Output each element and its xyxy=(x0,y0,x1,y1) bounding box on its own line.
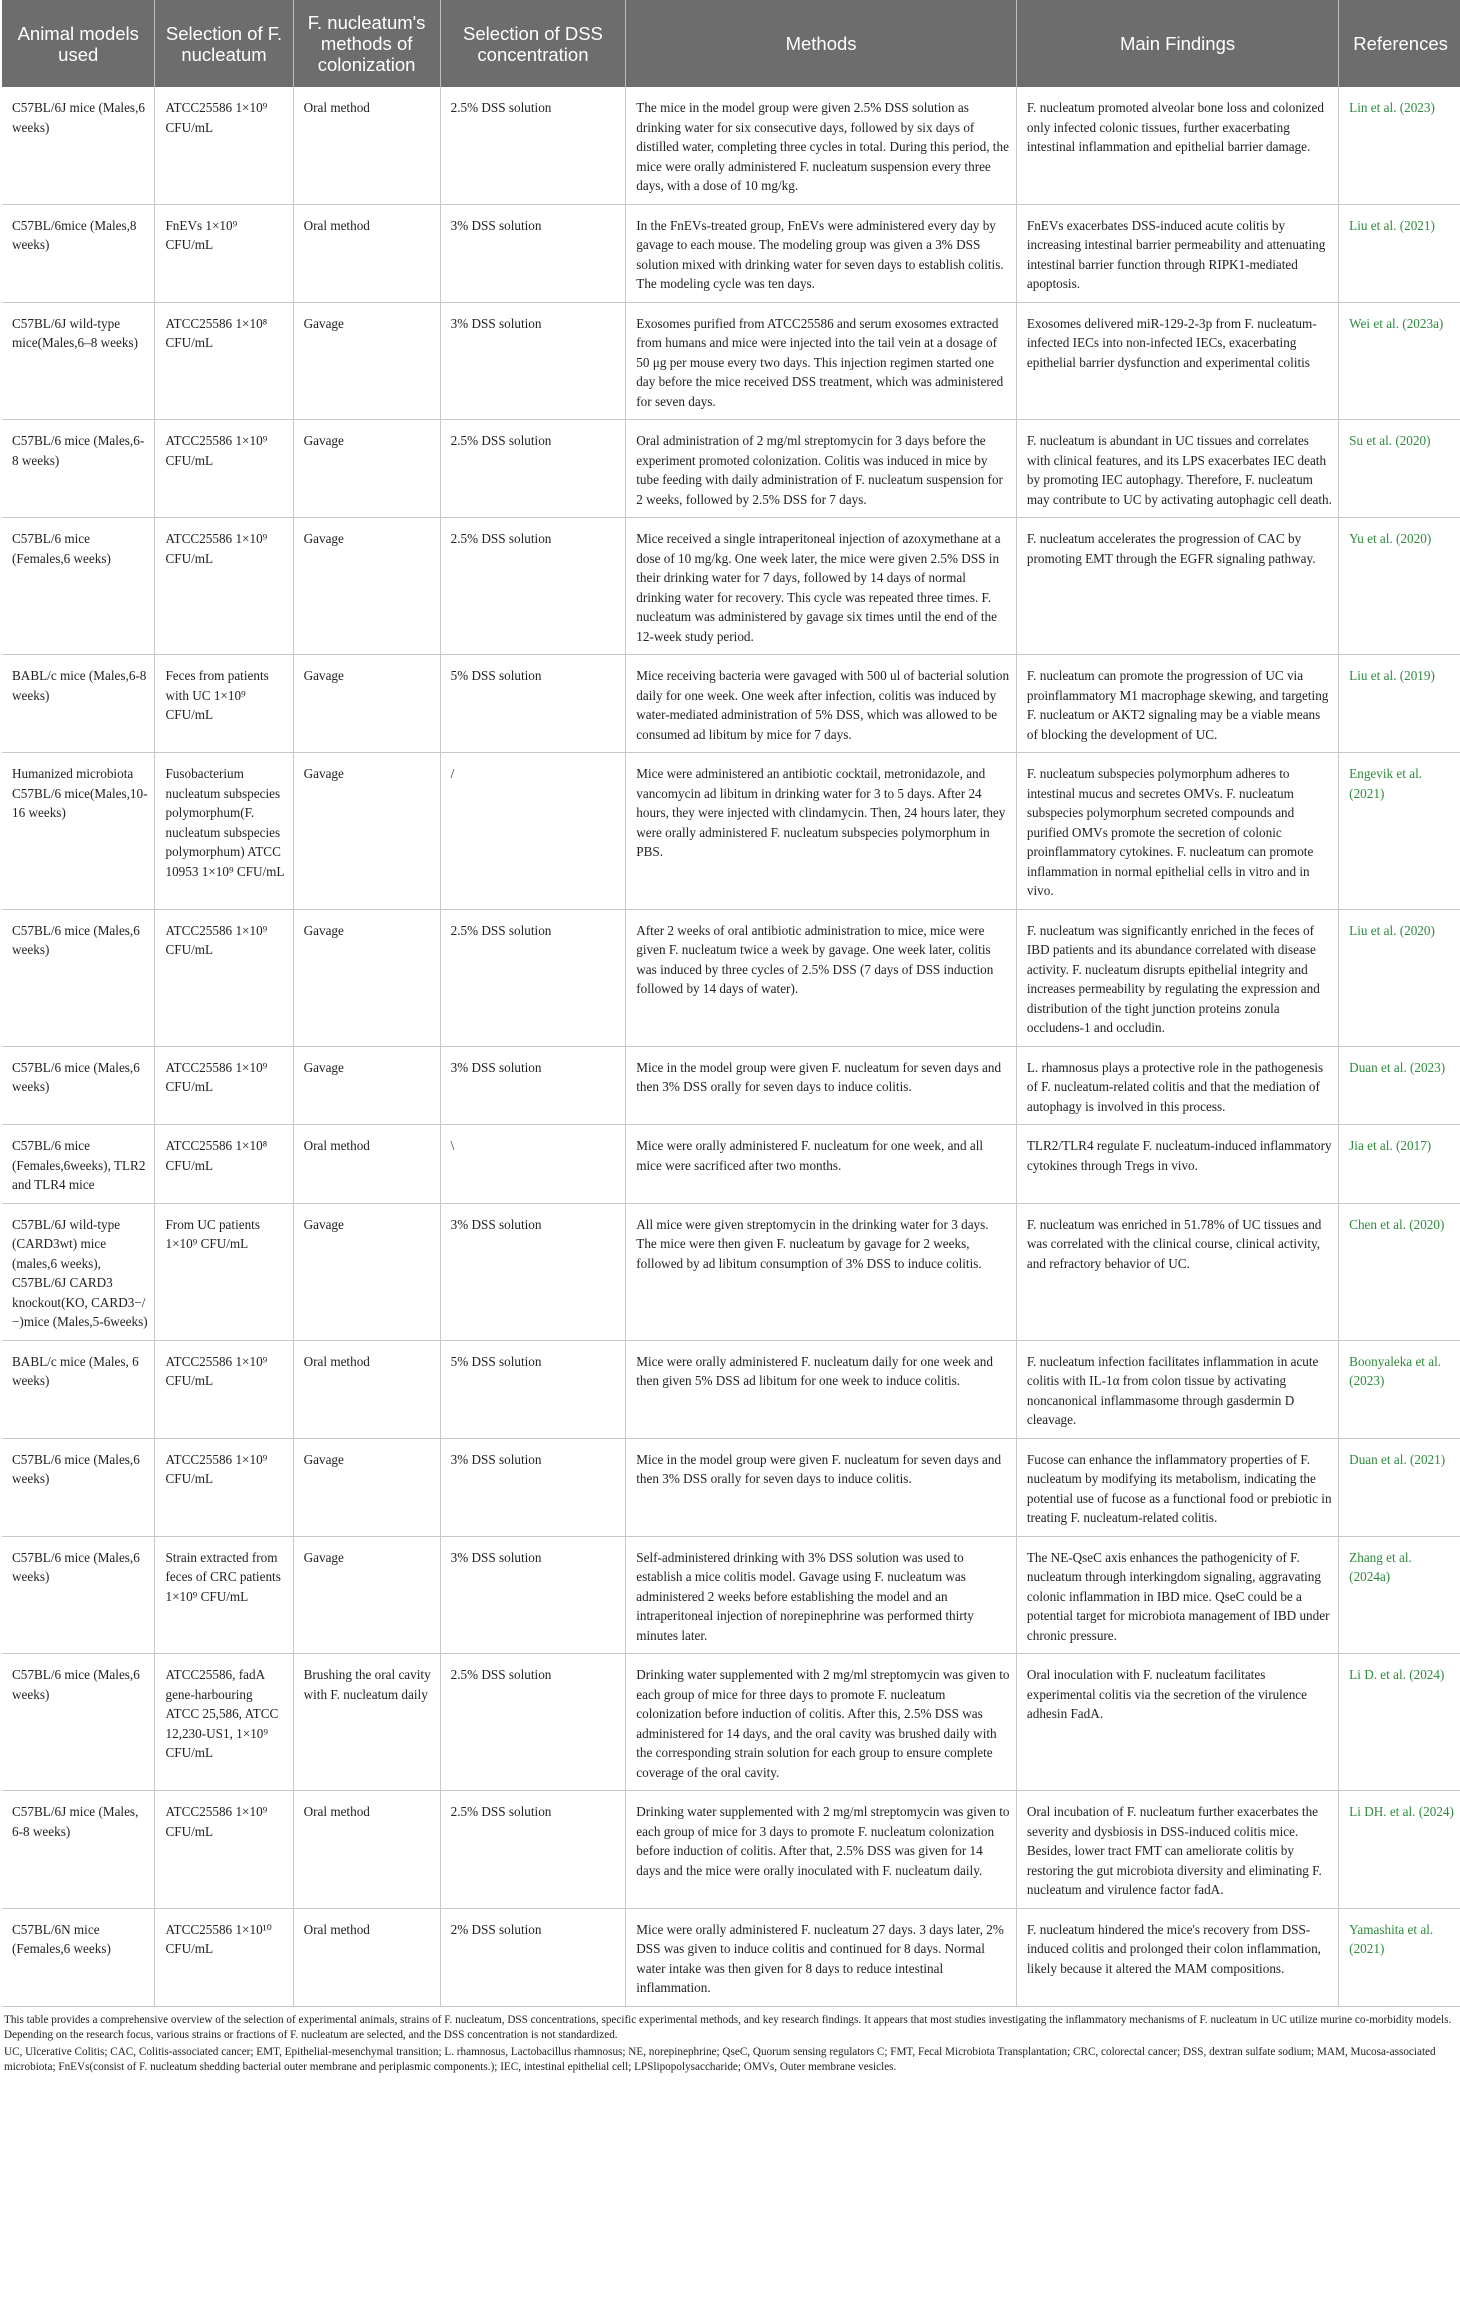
colonization-method-cell: Oral method xyxy=(293,1908,440,2006)
main-findings-cell: F. nucleatum was significantly enriched in the feces of IBD patients and its abundance correlated with disease activity. F. nucleatum disrupts epithelial integrity and increases permeability by regulating the expression and distribution of the tight junction proteins zonula occludens-1 and occludin. xyxy=(1016,909,1338,1046)
table-footnote-block xyxy=(0,2007,1460,2075)
reference-link[interactable]: Wei et al. (2023a) xyxy=(1339,302,1460,420)
colonization-method-cell: Oral method xyxy=(293,1125,440,1204)
colonization-method-cell: Gavage xyxy=(293,1203,440,1340)
colonization-method-cell: Oral method xyxy=(293,1340,440,1438)
reference-link[interactable]: Boonyaleka et al. (2023) xyxy=(1339,1340,1460,1438)
methods-cell: Oral administration of 2 mg/ml streptomycin for 3 days before the experiment promoted colonization. Colitis was induced in mice by tube feeding with daily administration of F. nucleatum suspension for 2 weeks, followed by 2.5% DSS for 7 days. xyxy=(626,420,1017,518)
fn-selection-cell: ATCC25586 1×10⁹ CFU/mL xyxy=(155,909,293,1046)
main-findings-cell: F. nucleatum accelerates the progression of CAC by promoting EMT through the EGFR signaling pathway. xyxy=(1016,518,1338,655)
animal-model-cell: C57BL/6 mice (Males,6 weeks) xyxy=(2,1046,155,1125)
fn-selection-cell: ATCC25586 1×10⁹ CFU/mL xyxy=(155,518,293,655)
animal-model-cell: C57BL/6 mice (Females,6 weeks) xyxy=(2,518,155,655)
fn-selection-cell: ATCC25586 1×10¹⁰ CFU/mL xyxy=(155,1908,293,2006)
reference-link[interactable]: Chen et al. (2020) xyxy=(1339,1203,1460,1340)
colonization-method-cell: Oral method xyxy=(293,204,440,302)
main-findings-cell: F. nucleatum subspecies polymorphum adheres to intestinal mucus and secretes OMVs. F. nucleatum subspecies polymorphum secreted compounds and purified OMVs promote the secretion of colonic proinflammatory cytokines. F. nucleatum can promote inflammation in normal epithelial cells in vitro and in vivo. xyxy=(1016,753,1338,910)
table-row xyxy=(2,753,1460,910)
fn-selection-cell: ATCC25586 1×10⁹ CFU/mL xyxy=(155,1340,293,1438)
colonization-method-cell: Gavage xyxy=(293,655,440,753)
fn-selection-cell: Feces from patients with UC 1×10⁹ CFU/mL xyxy=(155,655,293,753)
table-row xyxy=(2,1046,1460,1125)
table-footnote: This table provides a comprehensive overview of the selection of experimental animals, strains of F. nucleatum, DSS concentrations, specific experimental methods, and key research findings. It appears that most studies investigating the inflammatory mechanisms of F. nucleatum in UC utilize murine co-morbidity models. Depending on the research focus, various strains or fractions of F. nucleatum are selected, and the DSS concentration is not standardized. xyxy=(4,2013,1452,2041)
main-findings-cell: Oral inoculation with F. nucleatum facilitates experimental colitis via the secretion of the virulence adhesin FadA. xyxy=(1016,1654,1338,1791)
methods-cell: Mice were administered an antibiotic cocktail, metronidazole, and vancomycin ad libitum in drinking water for 3 to 5 days. After 24 hours, they were injected with clindamycin. Then, 24 hours later, they were orally administered F. nucleatum subspecies polymorphum in PBS. xyxy=(626,753,1017,910)
main-findings-cell: Exosomes delivered miR-129-2-3p from F. nucleatum-infected IECs into non-infected IECs, exacerbating epithelial barrier dysfunction and experimental colitis xyxy=(1016,302,1338,420)
colonization-method-cell: Gavage xyxy=(293,518,440,655)
colonization-method-cell: Gavage xyxy=(293,1536,440,1654)
reference-link[interactable]: Yu et al. (2020) xyxy=(1339,518,1460,655)
abbreviations-note: UC, Ulcerative Colitis; CAC, Colitis-associated cancer; EMT, Epithelial-mesenchymal transition; L. rhamnosus, Lactobacillus rhamnosus; NE, norepinephrine; QseC, Quorum sensing regulators C; FMT, Fecal Microbiota Transplantation; CRC, colorectal cancer; DSS, dextran sulfate sodium; MAM, Mucosa-associated microbiota; FnEVs(consist of F. nucleatum shedding bacterial outer membrane and periplasmic components.); IEC, intestinal epithelial cell; LPSlipopolysaccharide; OMVs, Outer membrane vesicles. xyxy=(4,2045,1436,2073)
main-findings-cell: The NE-QseC axis enhances the pathogenicity of F. nucleatum through interkingdom signaling, aggravating colonic inflammation in IBD mice. QseC could be a potential target for microbiota management of IBD under chronic pressure. xyxy=(1016,1536,1338,1654)
methods-cell: Mice in the model group were given F. nucleatum for seven days and then 3% DSS orally for seven days to induce colitis. xyxy=(626,1438,1017,1536)
animal-model-cell: C57BL/6 mice (Males,6 weeks) xyxy=(2,1536,155,1654)
table-row xyxy=(2,87,1460,204)
col-methods: Methods xyxy=(626,0,1017,87)
table-row xyxy=(2,909,1460,1046)
col-main-findings: Main Findings xyxy=(1016,0,1338,87)
dss-concentration-cell: 3% DSS solution xyxy=(440,302,626,420)
animal-model-cell: C57BL/6J mice (Males, 6-8 weeks) xyxy=(2,1791,155,1909)
reference-link[interactable]: Duan et al. (2023) xyxy=(1339,1046,1460,1125)
reference-link[interactable]: Jia et al. (2017) xyxy=(1339,1125,1460,1204)
main-findings-cell: Oral incubation of F. nucleatum further exacerbates the severity and dysbiosis in DSS-induced colitis mice. Besides, lower tract FMT can ameliorate colitis by restoring the gut microbiota diversity and eliminating F. nucleatum and virulence factor fadA. xyxy=(1016,1791,1338,1909)
colonization-method-cell: Gavage xyxy=(293,1046,440,1125)
main-findings-cell: F. nucleatum can promote the progression of UC via proinflammatory M1 macrophage skewing, and targeting F. nucleatum or AKT2 signaling may be a viable means of blocking the development of UC. xyxy=(1016,655,1338,753)
fn-selection-cell: ATCC25586, fadA gene-harbouring ATCC 25,586, ATCC 12,230-US1, 1×10⁹ CFU/mL xyxy=(155,1654,293,1791)
dss-concentration-cell: 3% DSS solution xyxy=(440,1536,626,1654)
main-findings-cell: F. nucleatum promoted alveolar bone loss and colonized only infected colonic tissues, further exacerbating intestinal inflammation and epithelial barrier damage. xyxy=(1016,87,1338,204)
fn-selection-cell: From UC patients 1×10⁹ CFU/mL xyxy=(155,1203,293,1340)
fn-selection-cell: Strain extracted from feces of CRC patients 1×10⁹ CFU/mL xyxy=(155,1536,293,1654)
table-row xyxy=(2,1536,1460,1654)
dss-concentration-cell: 5% DSS solution xyxy=(440,1340,626,1438)
reference-link[interactable]: Liu et al. (2019) xyxy=(1339,655,1460,753)
methods-cell: Mice receiving bacteria were gavaged with 500 ul of bacterial solution daily for one week. One week after infection, colitis was induced by water-mediated administration of 5% DSS, which was allowed to be consumed ad libitum by mice for 7 days. xyxy=(626,655,1017,753)
reference-link[interactable]: Zhang et al. (2024a) xyxy=(1339,1536,1460,1654)
colonization-method-cell: Gavage xyxy=(293,909,440,1046)
col-references: References xyxy=(1339,0,1460,87)
table-row xyxy=(2,1340,1460,1438)
fn-selection-cell: FnEVs 1×10⁹ CFU/mL xyxy=(155,204,293,302)
animal-model-cell: C57BL/6 mice (Males,6 weeks) xyxy=(2,1654,155,1791)
colonization-method-cell: Gavage xyxy=(293,1438,440,1536)
animal-model-cell: C57BL/6 mice (Males,6 weeks) xyxy=(2,1438,155,1536)
animal-model-cell: BABL/c mice (Males,6-8 weeks) xyxy=(2,655,155,753)
methods-cell: Mice received a single intraperitoneal injection of azoxymethane at a dose of 10 mg/kg. One week later, the mice were given 2.5% DSS in their drinking water for 7 days, followed by 14 days of normal drinking water for recovery. This cycle was repeated three times. F. nucleatum was administered by gavage six times until the end of the 12-week study period. xyxy=(626,518,1017,655)
table-row xyxy=(2,302,1460,420)
methods-cell: Mice were orally administered F. nucleatum daily for one week and then given 5% DSS ad libitum for one week to induce colitis. xyxy=(626,1340,1017,1438)
dss-concentration-cell: \ xyxy=(440,1125,626,1204)
fn-selection-cell: ATCC25586 1×10⁸ CFU/mL xyxy=(155,302,293,420)
animal-model-cell: C57BL/6J wild-type (CARD3wt) mice (males,6 weeks), C57BL/6J CARD3 knockout(KO, CARD3−/−)mice (Males,5-6weeks) xyxy=(2,1203,155,1340)
table-row xyxy=(2,1125,1460,1204)
colonization-method-cell: Brushing the oral cavity with F. nucleatum daily xyxy=(293,1654,440,1791)
dss-concentration-cell: 2.5% DSS solution xyxy=(440,1791,626,1909)
animal-model-cell: C57BL/6 mice (Males,6 weeks) xyxy=(2,909,155,1046)
main-findings-cell: Fucose can enhance the inflammatory properties of F. nucleatum by modifying its metabolism, indicating the potential use of fucose as a functional food or prebiotic in treating F. nucleatum-related colitis. xyxy=(1016,1438,1338,1536)
animal-model-cell: Humanized microbiota C57BL/6 mice(Males,10-16 weeks) xyxy=(2,753,155,910)
animal-model-cell: C57BL/6N mice (Females,6 weeks) xyxy=(2,1908,155,2006)
studies-table xyxy=(2,0,1460,2007)
dss-concentration-cell: 3% DSS solution xyxy=(440,1438,626,1536)
methods-cell: The mice in the model group were given 2.5% DSS solution as drinking water for six consecutive days, followed by six days of distilled water, completing three cycles in total. During this period, the mice were orally administered F. nucleatum suspension every three days, with a dose of 10 mg/kg. xyxy=(626,87,1017,204)
colonization-method-cell: Oral method xyxy=(293,1791,440,1909)
methods-cell: Drinking water supplemented with 2 mg/ml streptomycin was given to each group of mice for 3 days to promote F. nucleatum colonization before induction of colitis. After that, 2.5% DSS was given for 14 days and the mice were orally inoculated with F. nucleatum daily. xyxy=(626,1791,1017,1909)
main-findings-cell: TLR2/TLR4 regulate F. nucleatum-induced inflammatory cytokines through Tregs in vivo. xyxy=(1016,1125,1338,1204)
table-row xyxy=(2,655,1460,753)
colonization-method-cell: Gavage xyxy=(293,420,440,518)
reference-link[interactable]: Duan et al. (2021) xyxy=(1339,1438,1460,1536)
methods-cell: All mice were given streptomycin in the drinking water for 3 days. The mice were then given F. nucleatum by gavage for 2 weeks, followed by ad libitum consumption of 3% DSS to induce colitis. xyxy=(626,1203,1017,1340)
main-findings-cell: F. nucleatum was enriched in 51.78% of UC tissues and was correlated with the clinical course, clinical activity, and refractory behavior of UC. xyxy=(1016,1203,1338,1340)
colonization-method-cell: Oral method xyxy=(293,87,440,204)
fn-selection-cell: ATCC25586 1×10⁹ CFU/mL xyxy=(155,1438,293,1536)
animal-model-cell: C57BL/6J wild-type mice(Males,6–8 weeks) xyxy=(2,302,155,420)
table-header xyxy=(2,0,1460,87)
methods-cell: In the FnEVs-treated group, FnEVs were administered every day by gavage to each mouse. The modeling group was given a 3% DSS solution mixed with drinking water for seven days to establish colitis. The modeling cycle was ten days. xyxy=(626,204,1017,302)
colonization-method-cell: Gavage xyxy=(293,753,440,910)
table-row xyxy=(2,1203,1460,1340)
dss-concentration-cell: / xyxy=(440,753,626,910)
fn-selection-cell: ATCC25586 1×10⁹ CFU/mL xyxy=(155,1046,293,1125)
fn-selection-cell: ATCC25586 1×10⁸ CFU/mL xyxy=(155,1125,293,1204)
table-row xyxy=(2,1908,1460,2006)
dss-concentration-cell: 2.5% DSS solution xyxy=(440,420,626,518)
dss-concentration-cell: 3% DSS solution xyxy=(440,1046,626,1125)
animal-model-cell: C57BL/6J mice (Males,6 weeks) xyxy=(2,87,155,204)
main-findings-cell: F. nucleatum is abundant in UC tissues and correlates with clinical features, and its LPS exacerbates IEC death by promoting IEC autophagy. Therefore, F. nucleatum may contribute to UC by activating autophagic cell death. xyxy=(1016,420,1338,518)
reference-link[interactable]: Liu et al. (2020) xyxy=(1339,909,1460,1046)
table-row xyxy=(2,204,1460,302)
main-findings-cell: F. nucleatum hindered the mice's recovery from DSS-induced colitis and prolonged their colon inflammation, likely because it altered the MAM compositions. xyxy=(1016,1908,1338,2006)
methods-cell: Drinking water supplemented with 2 mg/ml streptomycin was given to each group of mice for three days to promote F. nucleatum colonization before induction of colitis. After this, 2.5% DSS was administered for 14 days, and the oral cavity was brushed daily with the corresponding strain solution for each group to ensure complete coverage of the oral cavity. xyxy=(626,1654,1017,1791)
table-row xyxy=(2,420,1460,518)
dss-concentration-cell: 3% DSS solution xyxy=(440,1203,626,1340)
fn-selection-cell: Fusobacterium nucleatum subspecies polymorphum(F. nucleatum subspecies polymorphum) ATCC 10953 1×10⁹ CFU/mL xyxy=(155,753,293,910)
main-findings-cell: F. nucleatum infection facilitates inflammation in acute colitis with IL-1α from colon tissue by activating noncanonical inflammasome through gasdermin D cleavage. xyxy=(1016,1340,1338,1438)
animal-model-cell: C57BL/6 mice (Females,6weeks), TLR2 and TLR4 mice xyxy=(2,1125,155,1204)
table-body xyxy=(2,87,1460,2006)
dss-concentration-cell: 3% DSS solution xyxy=(440,204,626,302)
methods-cell: After 2 weeks of oral antibiotic administration to mice, mice were given F. nucleatum twice a week by gavage. One week later, colitis was induced by three cycles of 2.5% DSS (7 days of DSS induction followed by 14 days of water). xyxy=(626,909,1017,1046)
table-row xyxy=(2,1791,1460,1909)
dss-concentration-cell: 2.5% DSS solution xyxy=(440,1654,626,1791)
table-row xyxy=(2,1438,1460,1536)
main-findings-cell: L. rhamnosus plays a protective role in the pathogenesis of F. nucleatum-related colitis and that the mediation of autophagy is involved in this process. xyxy=(1016,1046,1338,1125)
fn-selection-cell: ATCC25586 1×10⁹ CFU/mL xyxy=(155,420,293,518)
animal-model-cell: C57BL/6 mice (Males,6-8 weeks) xyxy=(2,420,155,518)
dss-concentration-cell: 2.5% DSS solution xyxy=(440,87,626,204)
reference-link[interactable]: Lin et al. (2023) xyxy=(1339,87,1460,204)
table-row xyxy=(2,518,1460,655)
methods-cell: Self-administered drinking with 3% DSS solution was used to establish a mice colitis model. Gavage using F. nucleatum was administered 2 weeks before establishing the model and an intraperitoneal injection of norepinephrine was performed thirty minutes later. xyxy=(626,1536,1017,1654)
dss-concentration-cell: 2% DSS solution xyxy=(440,1908,626,2006)
fn-selection-cell: ATCC25586 1×10⁹ CFU/mL xyxy=(155,1791,293,1909)
reference-link[interactable]: Li DH. et al. (2024) xyxy=(1339,1791,1460,1909)
reference-link[interactable]: Engevik et al. (2021) xyxy=(1339,753,1460,910)
reference-link[interactable]: Su et al. (2020) xyxy=(1339,420,1460,518)
dss-concentration-cell: 2.5% DSS solution xyxy=(440,518,626,655)
animal-model-cell: C57BL/6mice (Males,8 weeks) xyxy=(2,204,155,302)
dss-concentration-cell: 2.5% DSS solution xyxy=(440,909,626,1046)
animal-model-cell: BABL/c mice (Males, 6 weeks) xyxy=(2,1340,155,1438)
methods-cell: Mice in the model group were given F. nucleatum for seven days and then 3% DSS orally for seven days to induce colitis. xyxy=(626,1046,1017,1125)
methods-cell: Mice were orally administered F. nucleatum for one week, and all mice were sacrificed after two months. xyxy=(626,1125,1017,1204)
colonization-method-cell: Gavage xyxy=(293,302,440,420)
reference-link[interactable]: Liu et al. (2021) xyxy=(1339,204,1460,302)
methods-cell: Mice were orally administered F. nucleatum 27 days. 3 days later, 2% DSS was given to induce colitis and continued for 8 days. Normal water intake was then given for 8 days to reduce intestinal inflammation. xyxy=(626,1908,1017,2006)
dss-concentration-cell: 5% DSS solution xyxy=(440,655,626,753)
main-findings-cell: FnEVs exacerbates DSS-induced acute colitis by increasing intestinal barrier permeability and attenuating intestinal barrier function through RIPK1-mediated apoptosis. xyxy=(1016,204,1338,302)
reference-link[interactable]: Yamashita et al. (2021) xyxy=(1339,1908,1460,2006)
col-fn-selection: Selection of F. nucleatum xyxy=(155,0,293,87)
col-colonization-method: F. nucleatum's methods of colonization xyxy=(293,0,440,87)
reference-link[interactable]: Li D. et al. (2024) xyxy=(1339,1654,1460,1791)
methods-cell: Exosomes purified from ATCC25586 and serum exosomes extracted from humans and mice were injected into the tail vein at a dosage of 50 μg per mouse every two days. This injection regimen started one day before the mice received DSS treatment, which was administered for seven days. xyxy=(626,302,1017,420)
table-row xyxy=(2,1654,1460,1791)
col-dss-concentration: Selection of DSS concentration xyxy=(440,0,626,87)
fn-selection-cell: ATCC25586 1×10⁹ CFU/mL xyxy=(155,87,293,204)
col-animal-models: Animal models used xyxy=(2,0,155,87)
